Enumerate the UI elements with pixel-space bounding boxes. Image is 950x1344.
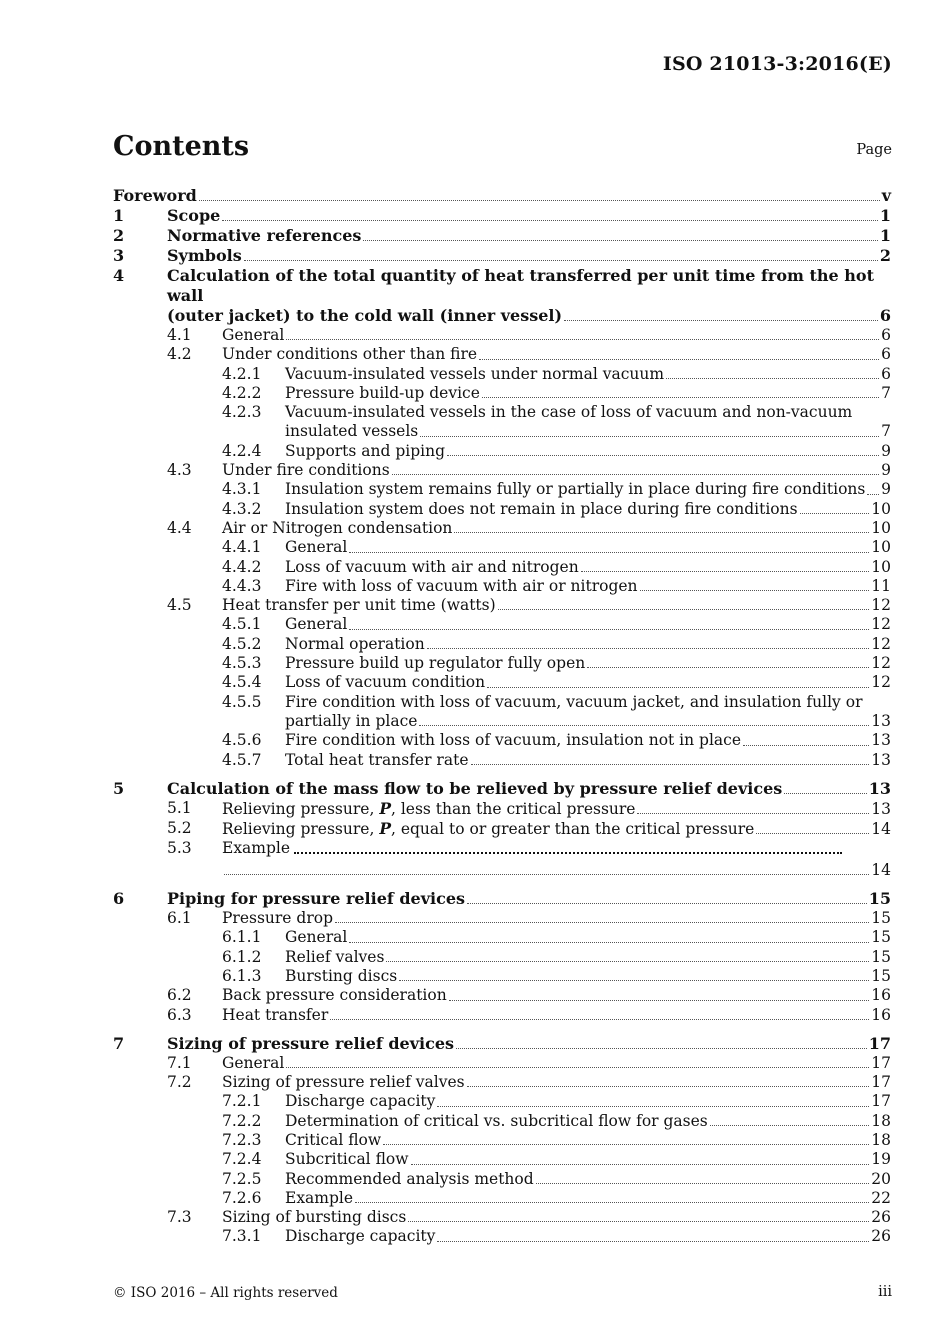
toc-page-number: 10 (871, 499, 891, 518)
toc-entry-number: 2 (113, 226, 125, 245)
toc-page-number: 9 (881, 480, 891, 499)
toc-page-number: 11 (871, 576, 891, 595)
toc-entry[interactable] (113, 596, 891, 615)
toc-page-number: 10 (871, 518, 891, 537)
toc-page-number: 17 (868, 1033, 891, 1053)
toc-entry-number: 7.1 (167, 1053, 192, 1072)
toc-entry[interactable] (113, 422, 891, 441)
toc-entry-title: Critical flow (285, 1130, 382, 1149)
toc-page-number: 18 (871, 1130, 891, 1149)
toc-entry-number: 4.5.1 (222, 615, 262, 634)
toc-entry-number: 4.5.2 (222, 634, 262, 653)
toc-entry-title: Relieving pressure, P, less than the critical pressure (222, 798, 636, 818)
toc-entry-title: Example (285, 1188, 354, 1207)
toc-entry[interactable] (113, 779, 891, 799)
toc-entry[interactable] (113, 306, 891, 326)
toc-entry[interactable] (113, 986, 891, 1005)
toc-entry[interactable] (113, 461, 891, 480)
toc-entry-title: Loss of vacuum with air and nitrogen (285, 557, 579, 576)
toc-page-number: v (881, 186, 891, 205)
toc-entry-title: Recommended analysis method (285, 1169, 534, 1188)
toc-page-number: 12 (871, 615, 891, 634)
page-column-label: Page (856, 142, 892, 158)
toc-page-number: 2 (879, 246, 891, 265)
toc-page-number: 13 (868, 778, 891, 798)
toc-entry-title: Relieving pressure, P, equal to or greater than the critical pressure (222, 819, 755, 839)
leader-dots (756, 832, 869, 834)
toc-page-number: 9 (881, 461, 891, 480)
leader-dots (437, 1240, 869, 1242)
toc-page-number: 18 (871, 1111, 891, 1130)
leader-dots (363, 239, 877, 241)
toc-entry-number: 4.3 (167, 461, 192, 480)
toc-entry[interactable] (113, 519, 891, 538)
toc-entry-title: Discharge capacity (285, 1227, 436, 1246)
toc-entry-number: 4.4.1 (222, 538, 262, 557)
leader-dots (199, 199, 880, 201)
leader-dots (784, 792, 866, 794)
toc-entry-number: 7.2.4 (222, 1150, 262, 1169)
toc-entry-title: Under fire conditions (222, 461, 390, 480)
toc-entry[interactable] (113, 948, 891, 967)
toc-entry[interactable] (113, 1034, 891, 1054)
toc-page-number: 16 (871, 986, 891, 1005)
toc-entry-title: Pressure drop (222, 909, 333, 928)
toc-entry-title: Sizing of bursting discs (222, 1208, 407, 1227)
leader-dots (419, 724, 869, 726)
toc-entry-title: Subcritical flow (285, 1150, 409, 1169)
toc-entry[interactable] (113, 365, 891, 384)
toc-entry[interactable] (113, 558, 891, 577)
leader-dots (222, 219, 878, 221)
leader-dots (710, 1124, 870, 1126)
toc-entry-number: 5.2 (167, 819, 192, 838)
toc-page-number: 15 (871, 966, 891, 985)
toc-entry-number: 6.2 (167, 986, 192, 1005)
toc-entry-title: Pressure build up regulator fully open (285, 654, 586, 673)
toc-entry-title: Normative references (167, 226, 362, 245)
toc-entry-title: Air or Nitrogen condensation (222, 518, 453, 537)
toc-entry-number: 4.5.7 (222, 750, 262, 769)
leader-dots (467, 1085, 870, 1087)
toc-entry-number: 7.2.3 (222, 1130, 262, 1149)
leader-dots (330, 1018, 869, 1020)
toc-page-number: 13 (871, 711, 891, 730)
leader-dots (399, 979, 869, 981)
toc-entry[interactable] (113, 1208, 891, 1227)
toc-page-number: 9 (881, 441, 891, 460)
toc-entry[interactable] (113, 654, 891, 673)
toc-entry-title: General (285, 538, 348, 557)
toc-entry-title: Pressure build-up device (285, 383, 480, 402)
toc-entry[interactable] (113, 1131, 891, 1150)
leader-dots (479, 358, 879, 360)
toc-entry[interactable] (113, 819, 891, 839)
toc-page-number: 6 (881, 364, 891, 383)
toc-entry-number: 4.4 (167, 518, 192, 537)
toc-entry-number: 7.2 (167, 1073, 192, 1092)
toc-page-number: 15 (871, 947, 891, 966)
toc-entry-title: General (222, 1053, 285, 1072)
toc-entry-title-line: Vacuum-insulated vessels in the case of loss of vacuum and non-vacuum (285, 403, 853, 422)
toc-entry-title-line: Calculation of the total quantity of heat transferred per unit time from the hot wall (167, 266, 874, 305)
toc-page-number: 7 (881, 383, 891, 402)
toc-entry[interactable] (113, 1073, 891, 1092)
toc-page-number: 6 (881, 345, 891, 364)
leader-dots (640, 589, 870, 591)
toc-entry-title: Scope (167, 206, 221, 225)
toc-entry[interactable] (113, 839, 891, 858)
toc-entry[interactable] (113, 384, 891, 403)
leader-dots (564, 319, 878, 321)
toc-entry-title: Relief valves (285, 947, 385, 966)
toc-page-number: 12 (871, 654, 891, 673)
toc-entry-title: Insulation system remains fully or partially in place during fire conditions (285, 480, 866, 499)
toc-entry-number: 4.2.4 (222, 441, 262, 460)
toc-entry-title: Supports and piping (285, 441, 446, 460)
toc-entry-title: Determination of critical vs. subcritical flow for gases (285, 1111, 708, 1130)
toc-entry-title: (outer jacket) to the cold wall (inner vessel) (167, 306, 563, 325)
toc-entry-title-line: Fire condition with loss of vacuum, vacuum jacket, and insulation fully or (285, 692, 863, 711)
toc-entry-number: 7.3.1 (222, 1227, 262, 1246)
toc-page-number: 13 (871, 799, 891, 818)
toc-entry-number: 4.5.4 (222, 673, 262, 692)
toc-entry-continuation (113, 861, 891, 880)
toc-entry-number: 4.5.5 (222, 692, 262, 711)
toc-page-number: 15 (871, 928, 891, 947)
toc-entry-title: Heat transfer (222, 1005, 329, 1024)
toc-entry-number: 4.2.3 (222, 403, 262, 422)
toc-entry[interactable] (113, 500, 891, 519)
toc-entry[interactable] (113, 1006, 891, 1025)
toc-entry-number: 5 (113, 778, 125, 798)
toc-entry-number: 1 (113, 206, 125, 225)
toc-entry[interactable] (113, 673, 891, 692)
toc-entry-number: 4.4.3 (222, 576, 262, 595)
leader-dots (408, 1220, 869, 1222)
toc-page-number: 26 (871, 1208, 891, 1227)
toc-entry[interactable] (113, 1189, 891, 1208)
toc-page-number: 22 (871, 1188, 891, 1207)
toc-entry-number: 4.2 (167, 345, 192, 364)
leader-dots (355, 1201, 869, 1203)
toc-entry[interactable] (113, 1170, 891, 1189)
toc-entry[interactable] (113, 712, 891, 731)
toc-entry[interactable] (113, 186, 891, 206)
toc-entry-number: 4.2.2 (222, 383, 262, 402)
toc-entry-number: 5.1 (167, 798, 192, 817)
table-of-contents (113, 186, 891, 1247)
toc-page-number: 14 (871, 820, 891, 839)
toc-entry-title: Discharge capacity (285, 1092, 436, 1111)
toc-entry[interactable] (113, 246, 891, 266)
leader-dots (349, 628, 869, 630)
leader-dots (456, 1047, 867, 1049)
toc-entry-number: 4 (113, 266, 125, 285)
toc-page-number: 20 (871, 1169, 891, 1188)
toc-entry-number: 4.1 (167, 326, 192, 344)
toc-entry-title: Piping for pressure relief devices (167, 889, 466, 909)
toc-page-number: 26 (871, 1227, 891, 1246)
toc-page-number: 7 (881, 422, 891, 441)
toc-entry-title: Calculation of the mass flow to be relieved by pressure relief devices (167, 778, 783, 798)
toc-entry-title: General (222, 326, 285, 344)
toc-page-number: 13 (871, 731, 891, 750)
toc-page-number: 10 (871, 557, 891, 576)
toc-entry[interactable] (113, 635, 891, 654)
toc-entry-title: partially in place (285, 711, 418, 730)
leader-dots (743, 744, 869, 746)
toc-entry-number: 7.2.6 (222, 1188, 262, 1207)
toc-entry-number: 6.1.3 (222, 966, 262, 985)
toc-entry-number: 3 (113, 246, 125, 265)
toc-entry-title: General (285, 928, 348, 947)
toc-entry-title: Under conditions other than fire (222, 345, 478, 364)
toc-entry-number: 7.2.1 (222, 1092, 262, 1111)
contents-heading: Contents (113, 131, 250, 162)
toc-entry[interactable] (113, 909, 891, 928)
toc-entry-number: 6.1.2 (222, 947, 262, 966)
document-id: ISO 21013-3:2016(E) (662, 53, 892, 75)
toc-entry-number: 6.3 (167, 1005, 192, 1024)
toc-entry-number: 7.3 (167, 1208, 192, 1227)
toc-entry-number: 4.4.2 (222, 557, 262, 576)
toc-entry-title: insulated vessels (285, 422, 419, 441)
copyright-notice: © ISO 2016 – All rights reserved (113, 1285, 338, 1301)
leader-dots (487, 686, 869, 688)
toc-entry-title: Heat transfer per unit time (watts) (222, 596, 496, 615)
toc-entry-title: Insulation system does not remain in place during fire conditions (285, 499, 798, 518)
toc-entry-number: 6 (113, 889, 125, 909)
leader-dots (536, 1182, 870, 1184)
toc-entry[interactable] (113, 538, 891, 557)
toc-entry-title: Sizing of pressure relief devices (167, 1033, 455, 1053)
toc-entry[interactable] (113, 1112, 891, 1131)
leader-dots (383, 1143, 869, 1145)
toc-entry-title: Total heat transfer rate (285, 750, 469, 769)
toc-entry[interactable] (113, 731, 891, 750)
leader-dots (335, 921, 869, 923)
toc-entry[interactable] (113, 1227, 891, 1246)
toc-page-number: 15 (871, 909, 891, 928)
toc-page-number: 17 (871, 1073, 891, 1092)
toc-entry-number: 7.2.5 (222, 1169, 262, 1188)
toc-entry-title: Vacuum-insulated vessels under normal vacuum (285, 364, 665, 383)
toc-entry-number: 4.2.1 (222, 364, 262, 383)
toc-entry[interactable] (113, 967, 891, 986)
toc-entry-title: General (285, 615, 348, 634)
leader-dots (449, 999, 870, 1001)
toc-entry-number: 6.1.1 (222, 928, 262, 947)
toc-entry-title: Sizing of pressure relief valves (222, 1073, 465, 1092)
leader-dots (498, 608, 870, 610)
toc-page-number: 14 (871, 860, 891, 879)
toc-entry[interactable] (113, 226, 891, 246)
toc-entry-title: Symbols (167, 246, 242, 265)
leader-dots (800, 512, 870, 514)
toc-entry-title: Foreword (113, 186, 197, 205)
toc-entry-number: 4.5 (167, 596, 192, 615)
leader-dots (437, 1105, 869, 1107)
page-number: iii (878, 1284, 892, 1300)
toc-entry-number: 4.5.6 (222, 731, 262, 750)
leader-dots (420, 435, 879, 437)
toc-page-number: 12 (871, 634, 891, 653)
toc-page-number: 1 (879, 226, 891, 245)
toc-page-number: 10 (871, 538, 891, 557)
toc-entry[interactable] (113, 442, 891, 461)
leader-dots (666, 377, 879, 379)
toc-entry[interactable] (113, 928, 891, 947)
toc-entry-number: 5.3 (167, 839, 192, 858)
heavy-leader-dots (294, 851, 842, 854)
leader-dots (482, 396, 879, 398)
toc-entry[interactable] (113, 615, 891, 634)
toc-page-number: 16 (871, 1005, 891, 1024)
toc-entry[interactable] (113, 326, 891, 345)
toc-page-number: 19 (871, 1150, 891, 1169)
toc-entry-number: 7.2.2 (222, 1111, 262, 1130)
toc-entry-number: 4.3.1 (222, 480, 262, 499)
toc-entry-number: 4.5.3 (222, 654, 262, 673)
toc-page-number: 6 (881, 326, 891, 344)
toc-entry[interactable] (113, 577, 891, 596)
leader-dots (471, 763, 870, 765)
leader-dots (386, 960, 869, 962)
leader-dots (286, 1066, 869, 1068)
toc-page-number: 17 (871, 1092, 891, 1111)
toc-entry-title: Fire condition with loss of vacuum, insulation not in place (285, 731, 742, 750)
toc-page-number: 1 (879, 206, 891, 225)
toc-entry-number: 7 (113, 1033, 125, 1053)
toc-page-number: 6 (879, 306, 891, 325)
toc-entry[interactable] (113, 1092, 891, 1111)
toc-entry[interactable] (113, 345, 891, 364)
leader-dots (349, 941, 869, 943)
toc-entry[interactable] (113, 206, 891, 226)
toc-entry[interactable] (113, 799, 891, 819)
leader-dots (349, 551, 869, 553)
toc-entry[interactable] (113, 889, 891, 909)
toc-entry[interactable] (113, 1054, 891, 1073)
toc-entry-title: Example (222, 839, 291, 858)
leader-dots (392, 473, 879, 475)
toc-page-number: 12 (871, 596, 891, 615)
toc-entry-title: Fire with loss of vacuum with air or nitrogen (285, 576, 638, 595)
toc-entry-line (113, 693, 891, 712)
toc-entry[interactable] (113, 751, 891, 770)
toc-entry[interactable] (113, 480, 891, 499)
leader-dots (411, 1163, 870, 1165)
toc-entry-title: Loss of vacuum condition (285, 673, 486, 692)
leader-dots (224, 873, 869, 875)
toc-entry-title: Normal operation (285, 634, 425, 653)
leader-dots (286, 338, 879, 340)
toc-entry-title: Back pressure consideration (222, 986, 447, 1005)
toc-entry-line (113, 403, 891, 422)
leader-dots (867, 493, 879, 495)
leader-dots (637, 812, 869, 814)
toc-entry-line (113, 266, 891, 306)
leader-dots (581, 570, 870, 572)
leader-dots (467, 902, 867, 904)
toc-page-number: 15 (868, 889, 891, 909)
toc-entry-title: Bursting discs (285, 966, 398, 985)
leader-dots (454, 531, 869, 533)
toc-entry[interactable] (113, 1150, 891, 1169)
toc-page-number: 17 (871, 1053, 891, 1072)
toc-page-number: 13 (871, 750, 891, 769)
leader-dots (244, 259, 878, 261)
toc-entry-number: 6.1 (167, 909, 192, 928)
toc-page-number: 12 (871, 673, 891, 692)
leader-dots (427, 647, 870, 649)
toc-entry-number: 4.3.2 (222, 499, 262, 518)
leader-dots (587, 666, 869, 668)
leader-dots (447, 454, 879, 456)
